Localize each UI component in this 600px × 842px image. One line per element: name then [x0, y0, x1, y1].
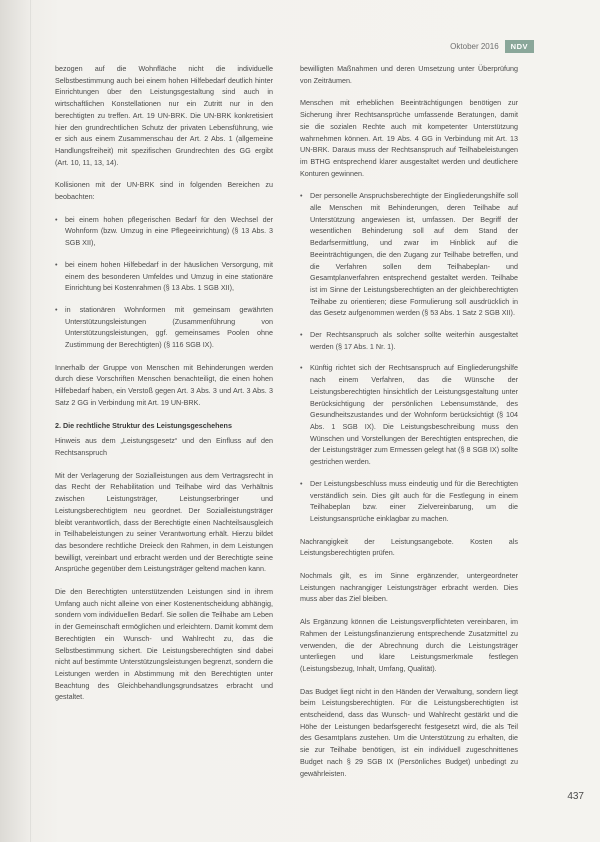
scan-shadow [30, 0, 31, 842]
paragraph: Das Budget liegt nicht in den Händen der Verwaltung, sondern liegt beim Leistungsberechtigten. Für die Leistungsberechtigten ist entscheidend, dass das Wunsch- und Wahlrecht gestärkt und die Höhe der Leistungen bedarfsgerecht festgesetzt wird, die als Teil des Gesamtplans zustehen. Um die Unterstützung zu erhalten, die sie zur Teilhabe benötigen, ist ein individuell zugeschnittenes Budget nach § 29 SGB IX (Persönliches Budget) unbedingt zu gewährleisten. [300, 686, 518, 778]
page-header [450, 40, 534, 53]
paragraph: bewilligten Maßnahmen und deren Umsetzung unter Überprüfung von Zeiträumen. [300, 64, 518, 85]
issue-date: Oktober 2016 [450, 42, 499, 51]
paragraph: Als Ergänzung können die Leistungsverpflichteten vereinbaren, im Rahmen der Leistungsfinanzierung entsprechende Zusatzmittel zu verwenden, die der Abrechnung durch die Leistungsträger unterliegen und klare Leistungsmerkmale festlegen (Leistungsbezug, Inhalt, Umfang, Qualität). [300, 617, 518, 673]
paragraph: Nochmals gilt, es im Sinne ergänzender, untergeordneter Leistungen nachrangiger Leistungsträger erbracht werden. Dies muss aber das Ziel bleiben. [300, 571, 518, 604]
list-item: • bei einem hohen Hilfebedarf in der häuslichen Versorgung, mit einem des besonderen Umfeldes und Umzug in eine stationäre Einrichtung bei Kostenrahmen (§ 13 Abs. 1 SGB XII), [55, 259, 273, 294]
paragraph: Die den Berechtigten unterstützenden Leistungen sind in ihrem Umfang auch nicht alleine von einer Kostenentscheidung abhängig, sondern vom individuellen Bedarf. Sie sollen die Teilhabe am Leben in der Gemeinschaft ermöglichen und erleichtern. Damit kommt dem Berechtigten ein Wunsch- und Wahlrecht zu, das die Selbstbestimmung sichert. Die Leistungsberechtigten sind dabei nicht auf bestimmte Unterstützungsleistungen begrenzt, sondern die Leistungen werden in Abstimmung mit den Berechtigten unter Beachtung des Gleichbehandlungsgrundsatzes erbracht und gestaltet. [55, 587, 273, 702]
paragraph: Innerhalb der Gruppe von Menschen mit Behinderungen werden durch diese Vorschriften Menschen benachteiligt, die einen hohen Hilfebedarf haben, ein Verstoß gegen Art. 3 Abs. 3 und Art. 3 Abs. 3 Satz 2 GG in Verbindung mit Art. 19 UN-BRK. [55, 362, 273, 407]
list-item: • Der Leistungsbeschluss muss eindeutig und für die Berechtigten verständlich sein. Dies gilt auch für die Festlegung in einem Teilhabeplan bzw. einer Zielvereinbarung, um die Leistungsansprüche einklagbar zu machen. [300, 478, 518, 525]
section-subheading: Hinweis aus dem „Leistungsgesetz“ und den Einfluss auf den Rechtsanspruch [55, 436, 273, 457]
page-number: 437 [567, 791, 584, 802]
left-column [55, 63, 273, 714]
list-item: • Künftig richtet sich der Rechtsanspruch auf Eingliederungshilfe nach einem Verfahren, das die Wünsche der Leistungsberechtigten hinsichtlich der Leistungsgestaltung unter Berücksichtigung der persönlichen Lebensumstände, des Gesundheitszustandes und der Wohnform berücksichtigt (§ 104 Abs. 1 SGB IX). Die Leistungsbeschreibung muss den Wünschen und Vorstellungen der Berechtigten entsprechen, die der Leistungsträger zum Ermessen gelegt hat (§ 8 SGB IX) sollte gestrichen werden. [300, 362, 518, 467]
paragraph: Nachrangigkeit der Leistungsangebote. Kosten als Leistungsberechtigten prüfen. [300, 536, 518, 558]
list-item: • bei einem hohen pflegerischen Bedarf für den Wechsel der Wohnform (bzw. Umzug in eine Pflegeeinrichtung) (§ 13 Abs. 3 SGB XII), [55, 214, 273, 249]
paragraph: bezogen auf die Wohnfläche nicht die individuelle Selbstbestimmung auch bei einem hohen Hilfebedarf deutlich hinter Einrichtungen über den Leistungsgestaltung sind auch in wirtschaftlichen Konstellationen nur ein Zutritt nur in den berechtigten zu treffen. Art. 19 UN-BRK. Die UN-BRK konkretisiert hier den grundrechtlichen Schutz der privaten Lebensführung, wie er sich aus einem Zusammenschau der Art. 2 Abs. 1 (allgemeine Handlungsfreiheit) mit spezifischen Grundrechten des GG ergibt (Art. 10, 11, 13, 14). [55, 64, 273, 167]
paragraph: Mit der Verlagerung der Sozialleistungen aus dem Vertragsrecht in das Recht der Rehabilitation und Teilhabe wird das Verhältnis zwischen Leistungsträger, Leistungserbringer und Leistungsberechtigtem neu geordnet. Der Sozialleistungsträger bleibt verantwortlich, dass der Berechtigte einen Nachteilsausgleich in Teilhabeleistungen zu seiner Verantwortung erhält. Hierzu bildet das besondere rechtliche Dreieck den Rahmen, in dem Leistungen bewilligt, vereinbart und erbracht werden und der Berechtigte seine Ansprüche gegenüber dem Leistungsträger geltend machen kann. [55, 470, 273, 574]
paragraph: Menschen mit erheblichen Beeinträchtigungen benötigen zur Sicherung ihrer Rechtsansprüche umfassende Beratungen, damit sie die sozialen Rechte auch mit kompetenter Unterstützung wahrnehmen können. Art. 19 Abs. 4 GG in Verbindung mit Art. 13 UN-BRK. Daraus muss der Rechtsanspruch auf Teilhabeleistungen im BTHG entsprechend klarer ausgestaltet werden und deutlichere Konturen gewinnen. [300, 98, 518, 178]
section-heading: 2. Die rechtliche Struktur des Leistungsgeschehens [55, 420, 232, 430]
right-column [300, 63, 518, 790]
paragraph: Kollisionen mit der UN-BRK sind in folgenden Bereichen zu beobachten: [55, 180, 273, 202]
journal-badge: NDV [505, 40, 534, 53]
list-item: • in stationären Wohnformen mit gemeinsam gewährten Unterstützungsleistungen (Zusammenführung von Unterstützungsleistungen, ggf. gemeinsames Poolen ohne Zustimmung der Berechtigten) (§ 116 SGB IX). [55, 304, 273, 351]
bullet-list [55, 214, 273, 351]
bullet-list [300, 190, 518, 524]
list-item: • Der personelle Anspruchsberechtigte der Eingliederungshilfe soll alle Menschen mit Behinderungen, deren Teilhabe auf Unterstützung angewiesen ist, umfassen. Der Begriff der wesentlichen Behinderung soll auf dem Stand der Bedarfsermittlung, und zwar im Hinblick auf die Beeinträchtigungen, die den Zugang zur Teilhabe betreffen, und die Verfahren sollen dem Teilhabeplan- und Gesamtplanverfahren entsprechend gestaltet werden. Teilhabe ist im Sinne der Leistungsberechtigten an der gleichberechtigten Teilhabe zu orientieren; diese Formulierung soll ausdrücklich in das Gesetz aufgenommen werden (§ 53 Abs. 1 Satz 2 SGB XII). [300, 190, 518, 319]
list-item: • Der Rechtsanspruch als solcher sollte weiterhin ausgestaltet werden (§ 17 Abs. 1 Nr. 1). [300, 329, 518, 352]
